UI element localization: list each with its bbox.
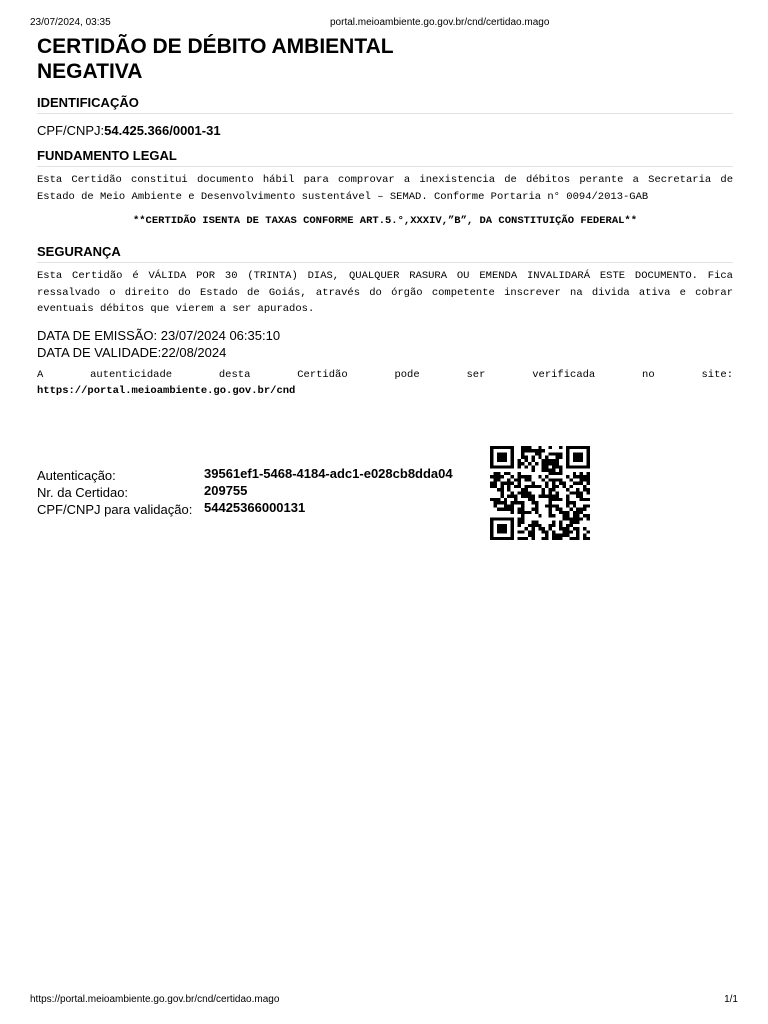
certificate-document [37,34,733,399]
cpf-validacao-label: CPF/CNPJ para validação: [37,502,193,517]
auth-label: Autenticação: [37,468,116,483]
document-title: CERTIDÃO DE DÉBITO AMBIENTAL NEGATIVA [37,35,394,83]
qr-code-icon [490,446,590,540]
footer-url: https://portal.meioambiente.go.gov.br/cnd/certidao.mago [30,994,280,1005]
cpf-cnpj-value: 54.425.366/0001-31 [104,123,221,138]
emissao-label: DATA DE EMISSÃO: [37,327,158,343]
section-fundamento-heading: FUNDAMENTO LEGAL [37,148,733,167]
cpf-cnpj-label: CPF/CNPJ: [37,123,105,138]
validade-label: DATA DE VALIDADE: [37,344,162,360]
validade-value: 22/08/2024 [161,344,227,360]
section-seguranca-heading: SEGURANÇA [37,244,733,263]
print-datetime: 23/07/2024, 03:35 [30,17,111,28]
verification-text: A autenticidade desta Certidão pode ser verificada no site: [37,368,733,381]
section-identificacao-heading: IDENTIFICAÇÃO [37,95,733,114]
emissao-line [37,327,733,344]
fundamento-text: Esta Certidão constitui documento hábil para comprovar a inexistencia de débitos perante a Secretaria de Estado de Meio Ambiente e Desenvolvimento sustentável – SEMAD. Conforme Portaria n° 0094/2013-GAB [37,174,733,203]
dates-block [37,327,733,361]
seguranca-text: Esta Certidão é VÁLIDA POR 30 (TRINTA) DIAS, QUALQUER RASURA OU EMENDA INVALIDARÁ ESTE DOCUMENTO. Fica ressalvado o direito do Estado de Goiás, através do órgão competente inscrever na divida ativa e cobrar eventuais débitos que vierem a ser apurados. [37,270,733,315]
verification-url[interactable]: https://portal.meioambiente.go.gov.br/cnd [37,385,296,397]
page-number: 1/1 [724,994,738,1005]
print-url: portal.meioambiente.go.gov.br/cnd/certidao.mago [330,17,550,28]
nr-certidao-value: 209755 [204,483,248,498]
print-header [30,17,738,31]
emissao-value: 23/07/2024 06:35:10 [160,327,281,343]
print-footer [30,994,738,1008]
validade-line [37,344,733,361]
cpf-cnpj-field [37,123,733,139]
nr-certidao-label: Nr. da Certidao: [37,485,129,500]
cpf-validacao-value: 54425366000131 [204,500,306,515]
isencao-notice: **CERTIDÃO ISENTA DE TAXAS CONFORME ART.5.°,XXXIV,”B”, DA CONSTITUIÇÃO FEDERAL** [132,215,638,227]
auth-value: 39561ef1-5468-4184-adc1-e028cb8dda04 [204,466,453,481]
